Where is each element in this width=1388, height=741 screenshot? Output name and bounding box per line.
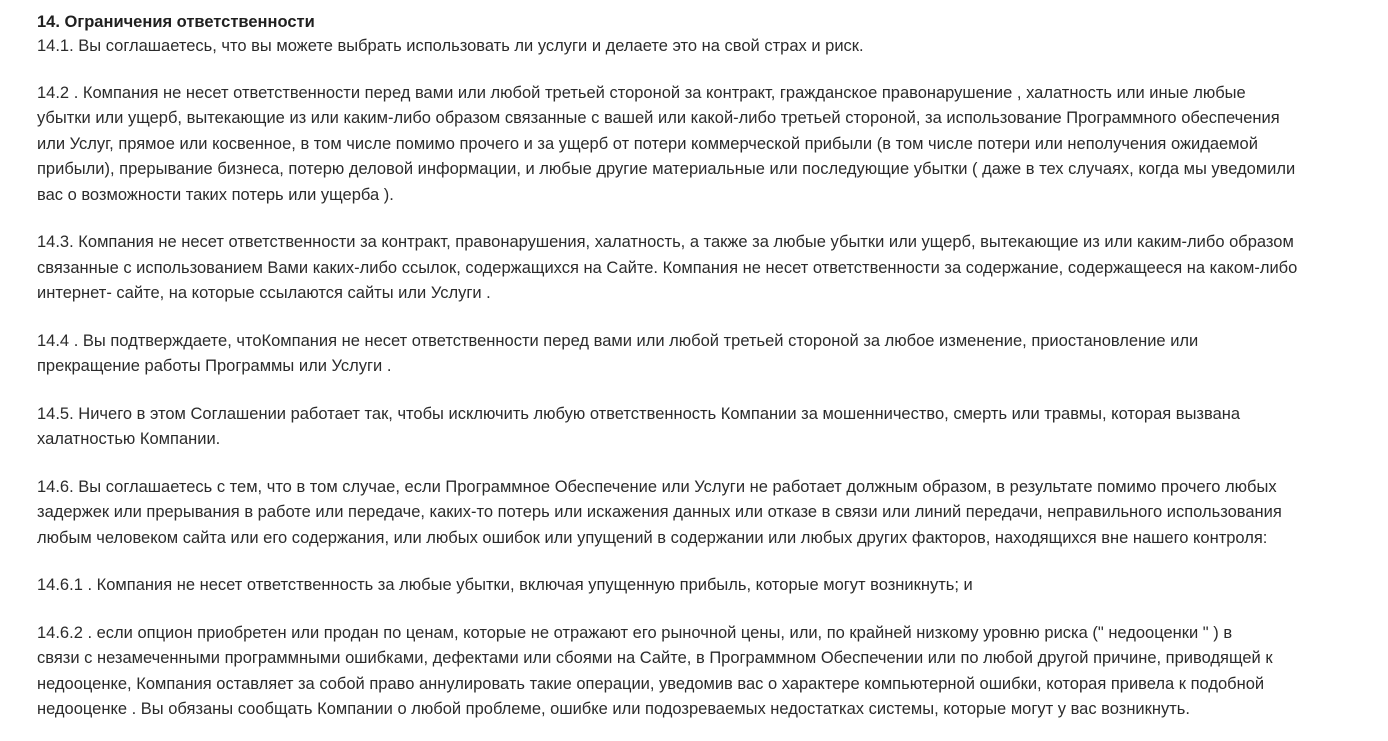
clause-14-6-2 (37, 621, 1368, 723)
clause-line: 14.1. Вы соглашаетесь, что вы можете выбрать использовать ли услуги и делаете это на свой страх и риск. (37, 37, 864, 55)
clause-line: 14.6.2 . если опцион приобретен или продан по ценам, которые не отражают его рыночной цены, или, по крайней низкому уровню риска (" недооценки " ) в (37, 623, 1233, 642)
clause-line: 14.4 . Вы подтверждаете, чтоКомпания не несет ответственности перед вами или любой третьей стороной за любое изменение, приостановление или (37, 331, 1199, 350)
clause-14-6 (37, 475, 1368, 552)
clause-line: 14.6.1 . Компания не несет ответственность за любые убытки, включая упущенную прибыль, которые могут возникнуть; и (37, 576, 973, 594)
clause-14-3 (37, 230, 1368, 307)
clause-line: халатностью Компании. (37, 430, 221, 448)
clause-line: задержек или прерывания в работе или передаче, каких-то потерь или искажения данных или отказе в связи или линий передачи, неправильного использования (37, 503, 1282, 521)
clause-line: 14.5. Ничего в этом Соглашении работает так, чтобы исключить любую ответственность Компании за мошенничество, смерть или травмы, которая вызвана (37, 404, 1241, 423)
clause-line: недооценке, Компания оставляет за собой право аннулировать такие операции, уведомив вас о характере компьютерной ошибки, которая привела к подобной (37, 674, 1265, 693)
clause-14-1 (37, 34, 1368, 60)
clause-14-5 (37, 402, 1368, 453)
clause-line: прибыли), прерывание бизнеса, потерю деловой информации, и любые другие материальные или последующие убытки ( даже в тех случаях, когда мы уведомили (37, 160, 1296, 178)
clause-line: интернет- сайте, на которые ссылаются сайты или Услуги . (37, 284, 491, 302)
clause-line: 14.2 . Компания не несет ответственности перед вами или любой третьей стороной за контракт, гражданское правонарушение , халатность или иные любые (37, 83, 1246, 102)
clause-14-6-1 (37, 573, 1368, 599)
clause-line: любым человеком сайта или его содержания, или любых ошибок или упущений в содержании или любых других факторов, находящихся вне нашего контроля: (37, 528, 1268, 547)
clause-line: убытки или ущерб, вытекающие из или каким-либо образом связанные с вашей или какой-либо третьей стороной, за использование Программного обеспечения (37, 109, 1280, 127)
clause-line: связи с незамеченными программными ошибками, дефектами или сбоями на Сайте, в Программном Обеспечении или по любой другой причине, приводящей к (37, 649, 1273, 667)
clause-line: недооценке . Вы обязаны сообщать Компании о любой проблеме, ошибке или подозреваемых недостатках системы, которые могут у вас возникнуть. (37, 700, 1190, 718)
clause-line: прекращение работы Программы или Услуги . (37, 357, 392, 375)
clause-14-2 (37, 81, 1368, 209)
clause-14-4 (37, 329, 1368, 380)
clause-line: 14.3. Компания не несет ответственности за контракт, правонарушения, халатность, а также за любые убытки или ущерб, вытекающие из или каким-либо образом (37, 233, 1294, 251)
clause-line: вас о возможности таких потерь или ущерба ). (37, 185, 394, 204)
section-title: 14. Ограничения ответственности (37, 13, 315, 31)
clause-line: связанные с использованием Вами каких-либо ссылок, содержащихся на Сайте. Компания не несет ответственности за содержание, содержащееся на каком-либо (37, 258, 1298, 277)
clause-line: или Услуг, прямое или косвенное, в том числе помимо прочего и за ущерб от потери коммерческой прибыли (в том числе потери или неполучения ожидаемой (37, 134, 1258, 153)
clause-line: 14.6. Вы соглашаетесь с тем, что в том случае, если Программное Обеспечение или Услуги не работает должным образом, в результате помимо прочего любых (37, 477, 1277, 496)
